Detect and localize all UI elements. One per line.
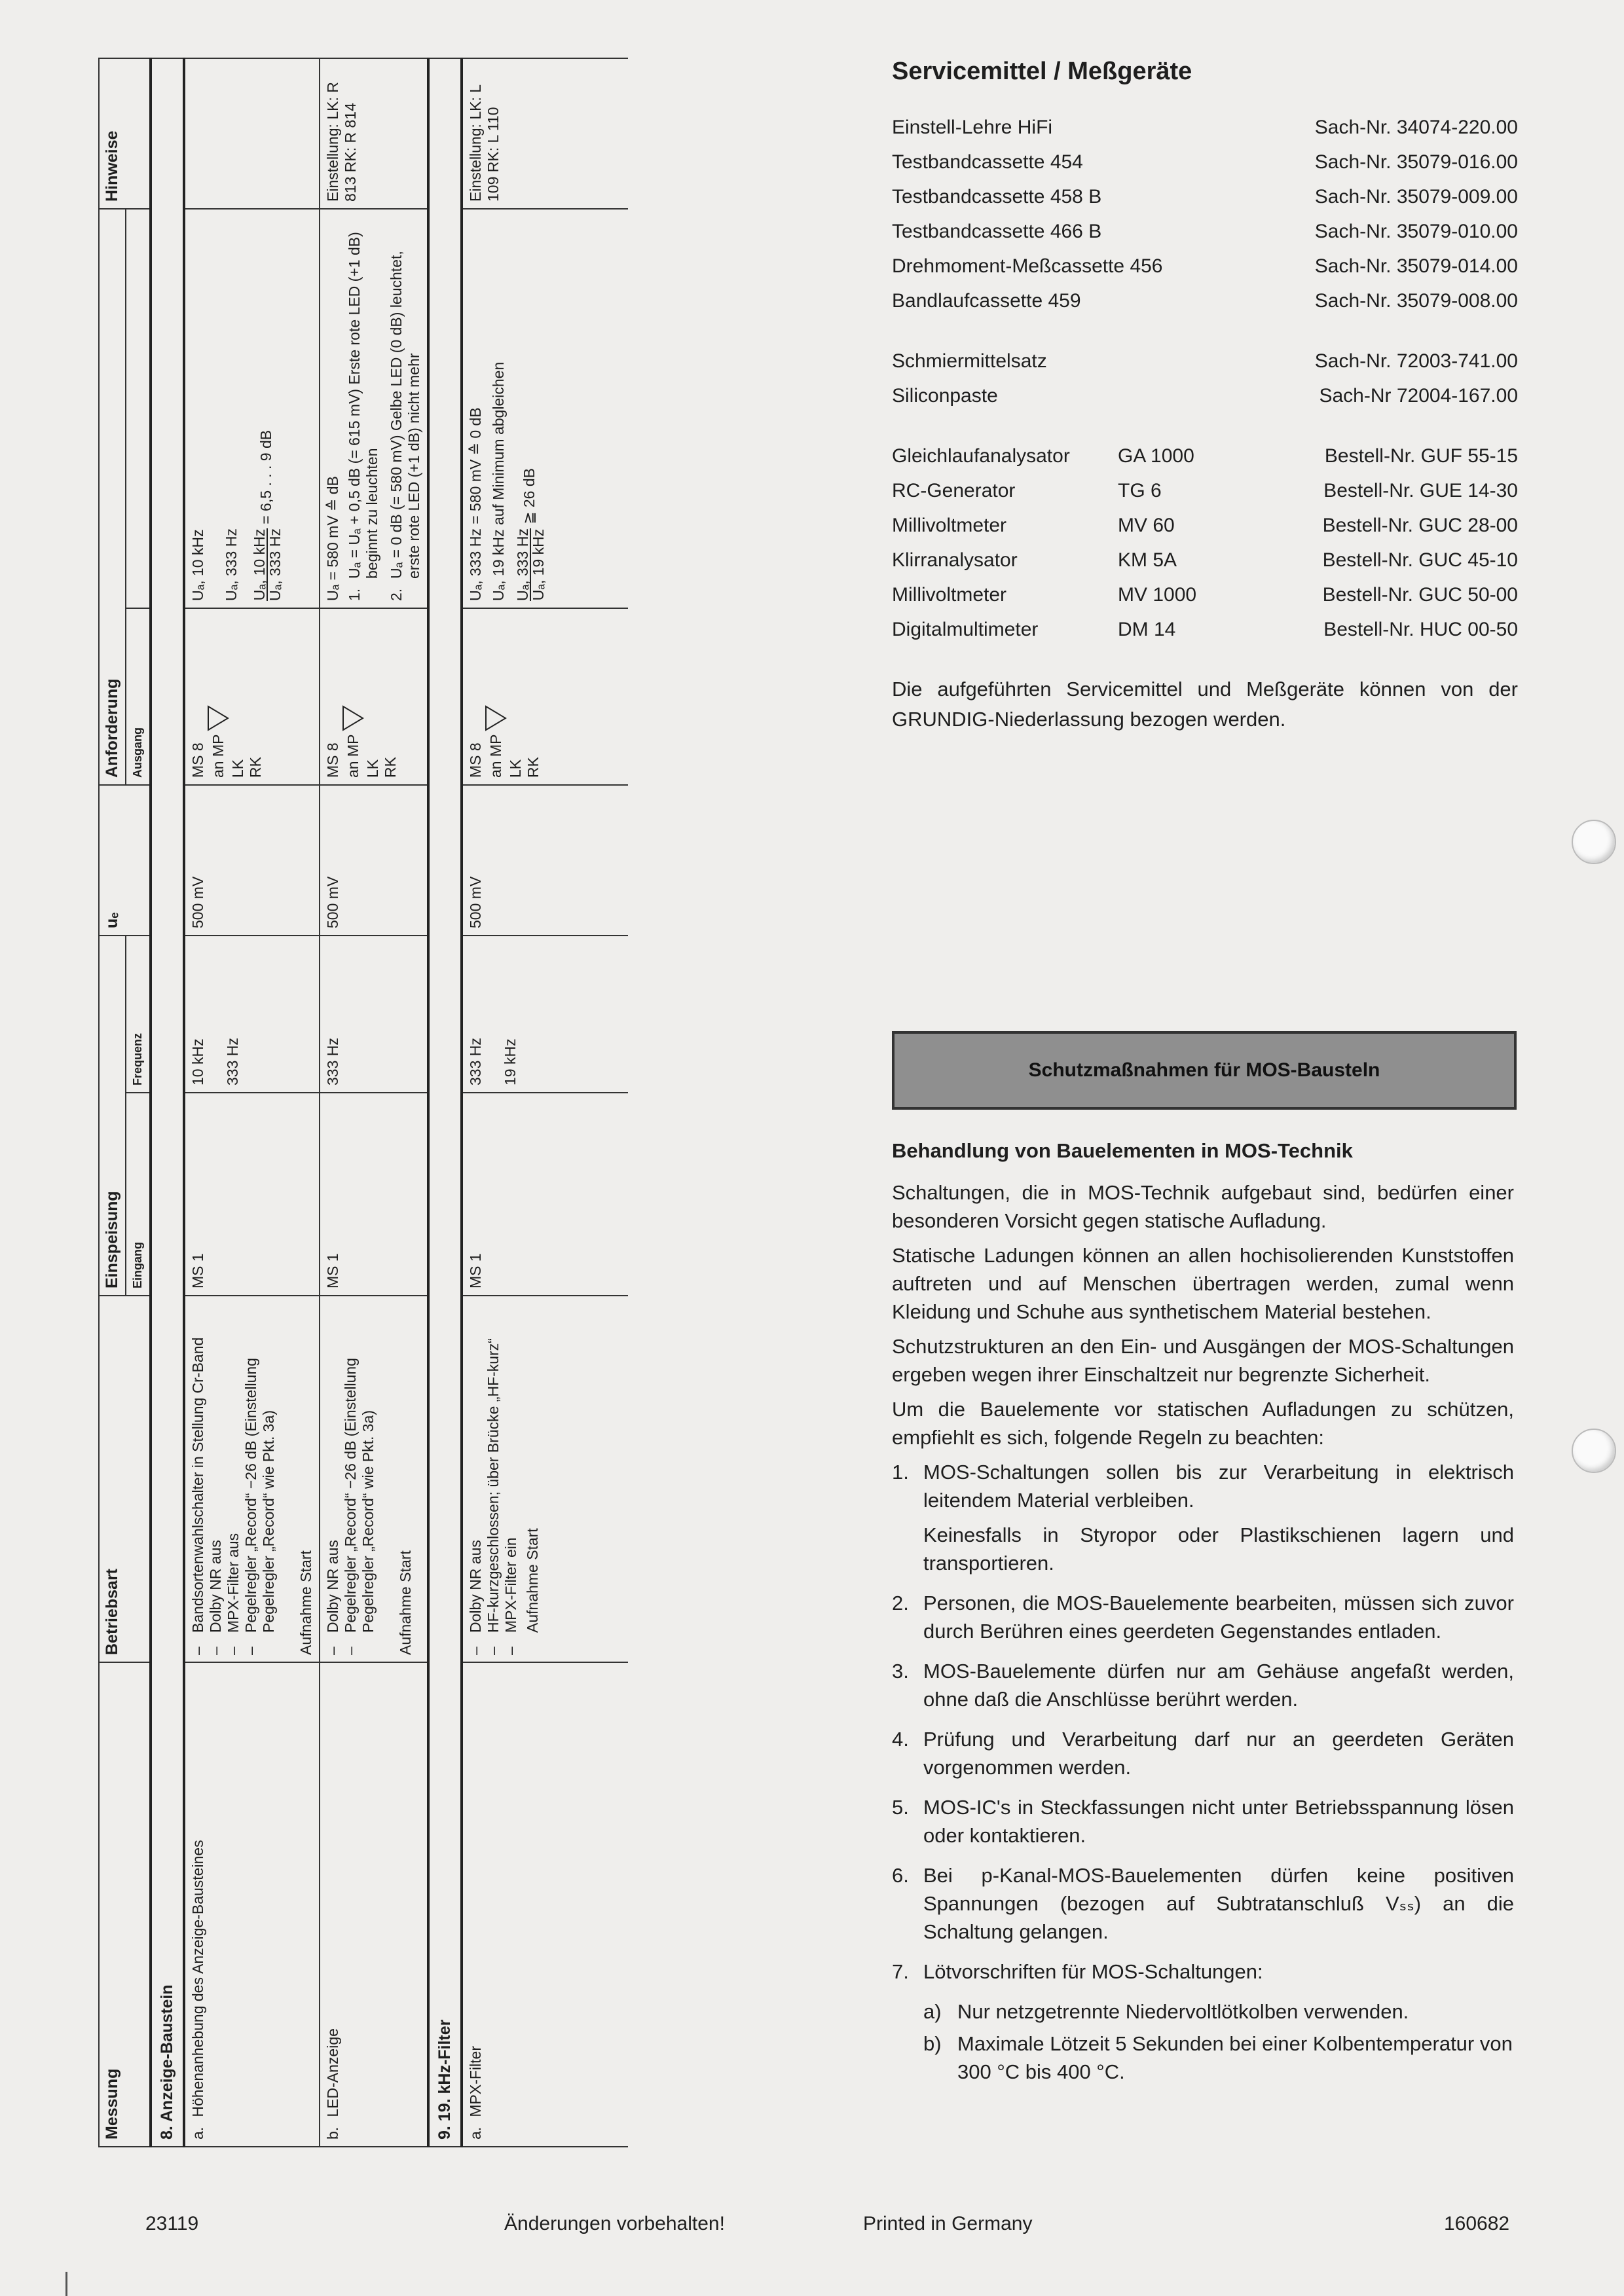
row-label: a.: [189, 2126, 206, 2140]
output-point: RK: [525, 757, 542, 778]
service-item: [892, 584, 1518, 618]
rule-number: 4.: [892, 1728, 909, 1751]
cell-eingang: MS 1: [184, 1093, 320, 1296]
output-point: an MP: [209, 734, 227, 778]
table-row: [320, 58, 428, 2147]
mos-body: [892, 1178, 1514, 2090]
rule-number: 6.: [892, 1864, 909, 1887]
cell-eingang: MS 1: [320, 1093, 428, 1296]
rule-item: [892, 1458, 1514, 1584]
service-item-name: Schmiermittelsatz: [892, 350, 1047, 372]
cell-betriebsart: [320, 1296, 428, 1662]
header-einspeisung: Einspeisung: [99, 936, 126, 1296]
adjust-triangle-icon: [342, 706, 364, 732]
table-row: [462, 58, 549, 2147]
mos-title-box: [892, 1031, 1517, 1110]
service-item: [892, 515, 1518, 549]
header-hinweise: Hinweise: [99, 58, 151, 209]
cell-frequenz: [462, 936, 549, 1093]
cell-anforderung: [462, 209, 549, 608]
requirement-line: Uₐ, 333 Hz: [223, 528, 240, 601]
service-item: [892, 290, 1518, 324]
mode-item: – Pegelregler „Record“ −26 dB (Einstellung Pegelregler „Record“ wie Pkt. 3a): [242, 1303, 278, 1655]
service-item-name: Einstell-Lehre HiFi: [892, 117, 1053, 138]
output-point: LK: [364, 759, 381, 778]
rule-item: [892, 1793, 1514, 1856]
output-point: an MP: [487, 734, 504, 778]
service-item-name: Bandlaufcassette 459: [892, 290, 1081, 312]
rule-text: Personen, die MOS-Bauelemente bearbeiten, müssen sich zuvor durch Berühren eines geerdeten Gegenstandes entladen.: [923, 1592, 1514, 1643]
rule-extra: Keinesfalls in Styropor oder Plastikschienen lagern und transportieren.: [923, 1523, 1514, 1575]
service-item: [892, 350, 1518, 384]
service-item-number: Sach-Nr. 35079-010.00: [1314, 221, 1518, 242]
aufnahme-start: Aufnahme Start: [524, 1528, 541, 1633]
service-item: [892, 255, 1518, 289]
service-item-name: Digitalmultimeter: [892, 619, 1039, 640]
mos-heading: Behandlung von Bauelementen in MOS-Technik: [892, 1139, 1353, 1162]
footer-date-code: 160682: [1444, 2213, 1510, 2234]
service-item-number: Sach-Nr 72004-167.00: [1319, 385, 1518, 407]
aufnahme-start: Aufnahme Start: [397, 1550, 414, 1655]
adjust-triangle-icon: [485, 706, 507, 732]
service-item-name: RC-Generator: [892, 480, 1016, 501]
measurement-table-rotated: [98, 59, 799, 2147]
mode-item: – Dolby NR aus: [467, 1303, 485, 1655]
service-item: [892, 619, 1518, 653]
subrule-text: Nur netzgetrennte Niedervoltlötkolben verwenden.: [957, 2000, 1409, 2023]
frequency-value: 333 Hz: [224, 1038, 241, 1085]
cell-ausgang: [320, 608, 428, 785]
header-ausgang: Ausgang: [126, 608, 151, 785]
output-point: an MP: [344, 734, 361, 778]
rule-number: 1.: [892, 1461, 909, 1484]
subrule-number: b): [923, 2032, 942, 2055]
header-ue: uₑ: [99, 785, 151, 936]
header-anforderung-value: [126, 209, 151, 608]
service-item-number: Sach-Nr. 72003-741.00: [1314, 350, 1518, 372]
output-point: RK: [247, 757, 264, 778]
messung-text: MPX-Filter: [467, 2045, 484, 2117]
service-item: [892, 549, 1518, 583]
mode-item: – HF-kurzgeschlossen; über Brücke „HF-kurz“: [485, 1303, 502, 1655]
table-row: [184, 58, 320, 2147]
cell-ue: 500 mV: [320, 785, 428, 936]
paragraph: Schaltungen, die in MOS-Technik aufgebaut sind, bedürfen einer besonderen Vorsicht gegen statische Aufladung.: [892, 1181, 1514, 1232]
service-item: [892, 186, 1518, 220]
subrule-item: [923, 2030, 1514, 2086]
header-eingang: Eingang: [126, 1093, 151, 1296]
service-item: [892, 480, 1518, 514]
mode-item: – Dolby NR aus: [324, 1303, 342, 1655]
requirement-line: Uₐ = Uₐ + 0,5 dB (= 615 mV) Erste rote LED (+1 dB) beginnt zu leuchten: [346, 232, 380, 579]
service-item-number: Bestell-Nr. GUF 55-15: [1324, 445, 1518, 467]
rule-item: [892, 1725, 1514, 1788]
service-item-number: Bestell-Nr. GUC 28-00: [1322, 515, 1518, 536]
header-messung: Messung: [99, 1662, 151, 2147]
section-title: 8. Anzeige-Baustein: [151, 58, 184, 2147]
requirement-line: Uₐ, 19 kHz auf Minimum abgleichen: [490, 361, 507, 601]
rule-number: 7.: [892, 1960, 909, 1983]
service-item-name: Millivoltmeter: [892, 515, 1007, 536]
row-label: b.: [324, 2126, 341, 2140]
mode-item: – MPX-Filter ein: [502, 1303, 520, 1655]
cell-ue: 500 mV: [184, 785, 320, 936]
rule-text: MOS-IC's in Steckfassungen nicht unter Betriebsspannung lösen oder kontaktieren.: [923, 1796, 1514, 1847]
cell-ausgang: [184, 608, 320, 785]
service-item-number: Bestell-Nr. GUE 14-30: [1323, 480, 1518, 501]
requirement-line: Uₐ, 333 Hz = 580 mV ≙ 0 dB: [467, 407, 484, 601]
footer-notice: Änderungen vorbehalten!: [504, 2213, 725, 2234]
service-item-type: KM 5A: [1118, 549, 1177, 571]
paragraph: Statische Ladungen können an allen hochisolierenden Kunststoffen auftreten und auf Menschen übertragen werden, zumal wenn Kleidung und Schuhe aus synthetischem Material bestehen.: [892, 1244, 1514, 1323]
rule-text: Lötvorschriften für MOS-Schaltungen:: [923, 1960, 1263, 1983]
rule-number: 2.: [892, 1592, 909, 1614]
measurement-table: [98, 58, 628, 2147]
header-frequenz: Frequenz: [126, 936, 151, 1093]
rule-text: MOS-Bauelemente dürfen nur am Gehäuse angefaßt werden, ohne daß die Anschlüsse berührt werden.: [923, 1660, 1514, 1711]
footer-printed: Printed in Germany: [863, 2213, 1033, 2234]
cell-hinweise: Einstellung: LK: R 813 RK: R 814: [320, 58, 428, 209]
cell-betriebsart: [184, 1296, 320, 1662]
rule-text: Bei p-Kanal-MOS-Bauelementen dürfen keine positiven Spannungen (bezogen auf Subtratanschluß Vₛₛ) an die Schaltung gelangen.: [923, 1864, 1514, 1943]
subrule-text: Maximale Lötzeit 5 Sekunden bei einer Kolbentemperatur von 300 °C bis 400 °C.: [957, 2032, 1513, 2083]
service-item: [892, 385, 1518, 419]
service-item-name: Testbandcassette 466 B: [892, 221, 1102, 242]
mode-item: – MPX-Filter aus: [225, 1303, 242, 1655]
service-item-name: Testbandcassette 454: [892, 151, 1083, 173]
rule-text: MOS-Schaltungen sollen bis zur Verarbeitung in elektrisch leitendem Material verbleiben.: [923, 1461, 1514, 1512]
cell-anforderung: [184, 209, 320, 608]
footer-doc-number: 23119: [145, 2213, 199, 2234]
frequency-value: 333 Hz: [324, 1038, 341, 1085]
service-item: [892, 445, 1518, 479]
mos-box-title: Schutzmaßnahmen für MOS-Bausteln: [1028, 1059, 1380, 1081]
service-item-name: Drehmoment-Meßcassette 456: [892, 255, 1163, 277]
output-point: MS 8: [467, 742, 484, 778]
service-item-name: Testbandcassette 458 B: [892, 186, 1102, 208]
service-item: [892, 151, 1518, 185]
rule-item: [892, 1861, 1514, 1952]
cell-ausgang: [462, 608, 549, 785]
service-title: Servicemittel / Meßgeräte: [892, 58, 1192, 85]
service-item-type: TG 6: [1118, 480, 1162, 501]
service-item-name: Siliconpaste: [892, 385, 998, 407]
section-title: 9. 19. kHz-Filter: [428, 58, 462, 2147]
paragraph: Um die Bauelemente vor statischen Aufladungen zu schützen, empfiehlt es sich, folgende Regeln zu beachten:: [892, 1398, 1514, 1449]
rule-item: [892, 1958, 1514, 1992]
mode-item: – Bandsortenwahlschalter in Stellung Cr-Band: [189, 1303, 207, 1655]
service-item-number: Sach-Nr. 35079-014.00: [1314, 255, 1518, 277]
frequency-value: 10 kHz: [189, 1038, 206, 1085]
frequency-value: 333 Hz: [467, 1038, 484, 1085]
ratio-fraction: Uₐ, 10 kHz Uₐ, 333 Hz: [251, 528, 284, 601]
mode-item: – Pegelregler „Record“ −26 dB (Einstellung Pegelregler „Record“ wie Pkt. 3a): [342, 1303, 377, 1655]
header-betriebsart: Betriebsart: [99, 1296, 151, 1662]
cell-messung: [320, 1662, 428, 2147]
output-point: LK: [229, 759, 246, 778]
cell-messung: [462, 1662, 549, 2147]
subrule-number: a): [923, 2000, 942, 2023]
cell-betriebsart: [462, 1296, 549, 1662]
rule-item: [892, 1589, 1514, 1652]
requirement-line: Uₐ = 0 dB (= 580 mV) Gelbe LED (0 dB) leuchtet, erste rote LED (+1 dB) nicht mehr: [388, 251, 422, 579]
ratio-value: = 6,5 . . . 9 dB: [257, 429, 275, 524]
row-label: a.: [467, 2126, 484, 2140]
mode-item: – Dolby NR aus: [207, 1303, 225, 1655]
cell-hinweise: Einstellung: LK: L 109 RK: L 110: [462, 58, 549, 209]
output-point: LK: [507, 759, 524, 778]
rule-text: Prüfung und Verarbeitung darf nur an geerdeten Geräten vorgenommen werden.: [923, 1728, 1514, 1779]
service-item-name: Gleichlaufanalysator: [892, 445, 1070, 467]
punch-hole: [1572, 1429, 1616, 1473]
output-point: MS 8: [189, 742, 206, 778]
service-item-type: MV 1000: [1118, 584, 1197, 606]
subrule-item: [923, 1997, 1514, 2026]
cell-anforderung: [320, 209, 428, 608]
rule-item: [892, 1657, 1514, 1720]
ratio-fraction: Uₐ, 333 Hz Uₐ, 19 kHz: [514, 528, 547, 601]
paragraph: Schutzstrukturen an den Ein- und Ausgängen der MOS-Schaltungen ergeben wegen ihrer Einschaltzeit nur begrenzte Sicherheit.: [892, 1335, 1514, 1386]
cell-hinweise: [184, 58, 320, 209]
rule-number: 5.: [892, 1796, 909, 1819]
cell-eingang: MS 1: [462, 1093, 549, 1296]
step-number: 2.: [388, 588, 405, 601]
service-item-number: Sach-Nr. 35079-008.00: [1314, 290, 1518, 312]
aufnahme-start: Aufnahme Start: [297, 1550, 314, 1655]
punch-hole: [1572, 820, 1616, 864]
service-item-type: MV 60: [1118, 515, 1175, 536]
cell-frequenz: [184, 936, 320, 1093]
requirement-line: Uₐ, 10 kHz: [189, 529, 206, 601]
header-anforderung: Anforderung: [99, 209, 126, 785]
service-item-number: Bestell-Nr. GUC 50-00: [1322, 584, 1518, 606]
messung-text: Höhenanhebung des Anzeige-Bausteines: [189, 1840, 206, 2117]
service-item-number: Bestell-Nr. GUC 45-10: [1322, 549, 1518, 571]
service-item-name: Millivoltmeter: [892, 584, 1007, 606]
adjust-triangle-icon: [207, 706, 229, 732]
page-edge-mark: [65, 2272, 67, 2296]
service-note: Die aufgeführten Servicemittel und Meßgeräte können von der GRUNDIG-Niederlassung bezogen werden.: [892, 678, 1518, 731]
cell-messung: [184, 1662, 320, 2147]
service-item-number: Bestell-Nr. HUC 00-50: [1323, 619, 1518, 640]
step-number: 1.: [346, 588, 363, 601]
requirement-line: Uₐ = 580 mV ≙ dB: [324, 476, 341, 601]
ratio-value: ≧ 26 dB: [521, 467, 538, 524]
service-item: [892, 117, 1518, 151]
service-item-type: DM 14: [1118, 619, 1176, 640]
output-point: RK: [382, 757, 399, 778]
service-item: [892, 221, 1518, 255]
service-item-number: Sach-Nr. 35079-009.00: [1314, 186, 1518, 208]
service-item-number: Sach-Nr. 35079-016.00: [1314, 151, 1518, 173]
frequency-value: 19 kHz: [502, 1038, 519, 1085]
service-item-type: GA 1000: [1118, 445, 1194, 467]
cell-ue: 500 mV: [462, 785, 549, 936]
messung-text: LED-Anzeige: [324, 2028, 341, 2117]
cell-frequenz: [320, 936, 428, 1093]
rule-number: 3.: [892, 1660, 909, 1683]
output-point: MS 8: [324, 742, 341, 778]
service-item-name: Klirranalysator: [892, 549, 1018, 571]
service-item-number: Sach-Nr. 34074-220.00: [1314, 117, 1518, 138]
